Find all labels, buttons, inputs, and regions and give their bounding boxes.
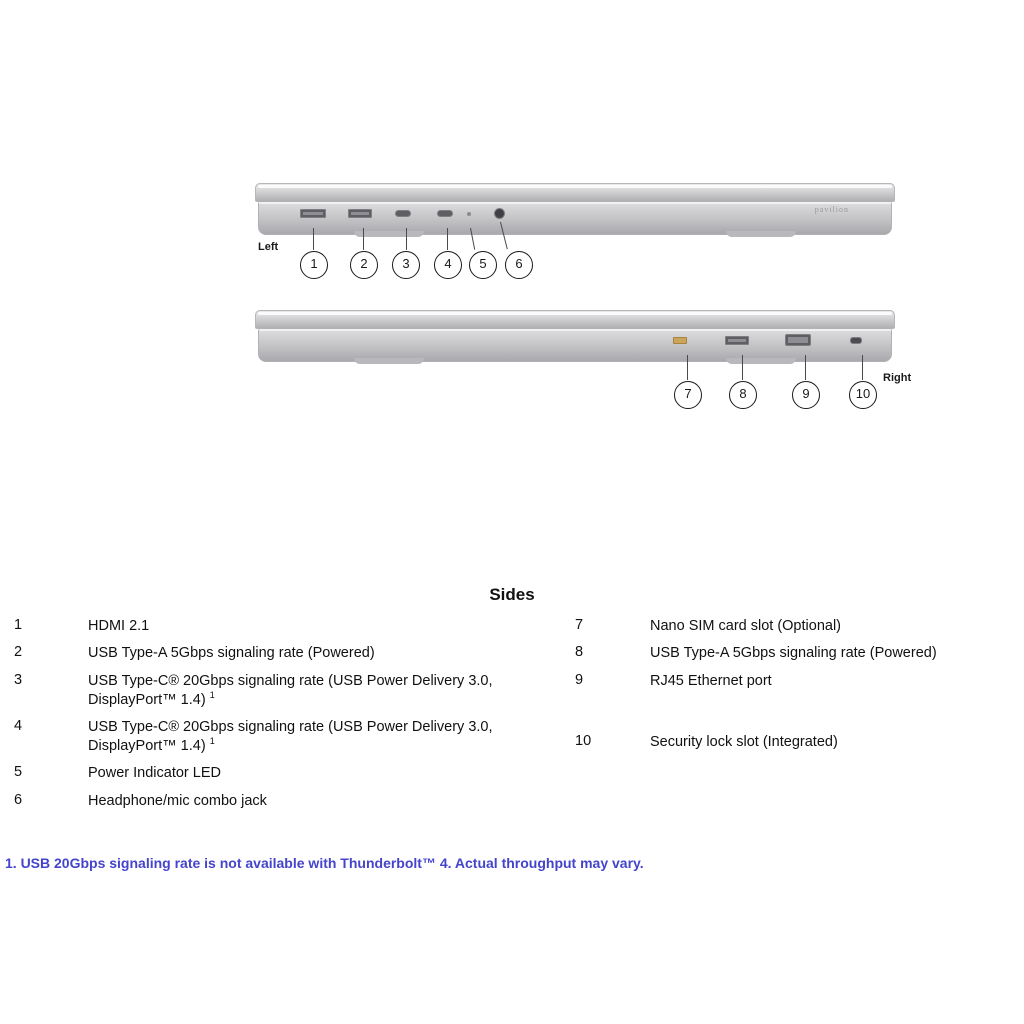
legend-item-10 — [575, 733, 1024, 751]
callout-4: 4 — [434, 251, 462, 279]
legend-label-text: USB Type-A 5Gbps signaling rate (Powered) — [650, 645, 937, 662]
leader-line — [805, 355, 806, 380]
footnote-marker: 1 — [209, 689, 215, 700]
legend-item-9 — [575, 672, 1024, 690]
legend-label — [88, 617, 149, 635]
footnote-marker: 1 — [209, 736, 215, 747]
laptop-side-views-diagram — [0, 0, 1024, 470]
laptop-lid — [255, 183, 895, 202]
laptop-right-side-view — [255, 310, 895, 366]
legend-label-text: USB Type-A 5Gbps signaling rate (Powered) — [88, 645, 375, 662]
legend-label — [88, 792, 267, 810]
callout-8: 8 — [729, 381, 757, 409]
legend-label — [650, 617, 841, 635]
callout-5: 5 — [469, 251, 497, 279]
legend-item-1 — [14, 617, 575, 635]
legend-number: 6 — [14, 791, 23, 808]
callout-2: 2 — [350, 251, 378, 279]
leader-line — [313, 228, 314, 250]
legend-item-2 — [14, 644, 575, 662]
usb-type-c-port-2 — [437, 210, 453, 217]
headphone-mic-combo-jack — [494, 208, 505, 219]
port-inner — [788, 337, 808, 343]
leader-line — [687, 355, 688, 380]
callout-3: 3 — [392, 251, 420, 279]
legend-item-6 — [14, 792, 575, 810]
port-inner — [728, 339, 746, 342]
legend-item-7 — [575, 617, 1024, 635]
legend — [0, 617, 1024, 819]
legend-title: Sides — [489, 585, 535, 604]
legend-item-8 — [575, 644, 1024, 662]
callout-1: 1 — [300, 251, 328, 279]
legend-number: 8 — [575, 644, 584, 661]
legend-number: 10 — [575, 732, 592, 749]
leader-line — [447, 228, 448, 250]
legend-number: 1 — [14, 617, 23, 633]
hdmi-port — [300, 209, 326, 218]
legend-label-text: Power Indicator LED — [88, 765, 221, 782]
legend-label — [650, 733, 838, 751]
laptop-foot — [354, 358, 424, 364]
security-lock-slot — [850, 337, 862, 344]
usb-type-a-port — [348, 209, 372, 218]
legend-label-text: RJ45 Ethernet port — [650, 672, 772, 689]
legend-number: 2 — [14, 644, 23, 661]
legend-number: 5 — [14, 764, 23, 781]
nano-sim-card-slot — [673, 337, 687, 344]
legend-item-3 — [14, 672, 575, 709]
laptop-base — [258, 201, 892, 235]
usb-type-c-port-1 — [395, 210, 411, 217]
callout-9: 9 — [792, 381, 820, 409]
leader-line — [862, 355, 863, 380]
port-inner — [303, 212, 323, 215]
legend-label-text: Headphone/mic combo jack — [88, 792, 267, 809]
laptop-foot — [726, 358, 796, 364]
laptop-foot — [726, 231, 796, 237]
callout-10: 10 — [849, 381, 877, 409]
usb-type-a-port — [725, 336, 749, 345]
legend-number: 7 — [575, 617, 584, 633]
legend-label — [650, 644, 937, 662]
legend-label-text: USB Type-C® 20Gbps signaling rate (USB Power Delivery 3.0, DisplayPort™ 1.4) — [88, 718, 493, 754]
legend-label-text: HDMI 2.1 — [88, 618, 150, 634]
legend-label-text: Security lock slot (Integrated) — [650, 733, 838, 750]
legend-item-5 — [14, 764, 575, 782]
laptop-lid — [255, 310, 895, 329]
port-inner — [351, 212, 369, 215]
callout-7: 7 — [674, 381, 702, 409]
legend-column-right — [575, 617, 1024, 819]
legend-label-text: Nano SIM card slot (Optional) — [650, 618, 841, 634]
legend-label — [650, 672, 772, 690]
brand-logo: pavilion — [814, 205, 849, 214]
legend-label — [88, 672, 558, 709]
legend-label — [88, 764, 221, 782]
legend-column-left — [0, 617, 575, 819]
laptop-foot — [354, 231, 424, 237]
power-indicator-led — [467, 212, 471, 216]
legend-number: 9 — [575, 671, 584, 688]
laptop-left-side-view — [255, 183, 895, 239]
footnote-text: 1. USB 20Gbps signaling rate is not available with Thunderbolt™ 4. Actual throughput may vary. — [5, 855, 644, 871]
legend-label — [88, 644, 375, 662]
legend-item-4 — [14, 718, 575, 755]
right-side-label: Right — [883, 372, 912, 384]
rj45-ethernet-port — [785, 334, 811, 346]
legend-label-text: USB Type-C® 20Gbps signaling rate (USB Power Delivery 3.0, DisplayPort™ 1.4) — [88, 672, 493, 708]
left-side-label: Left — [258, 241, 279, 253]
legend-number: 3 — [14, 671, 23, 688]
legend-number: 4 — [14, 717, 23, 734]
leader-line — [406, 228, 407, 250]
callout-6: 6 — [505, 251, 533, 279]
leader-line — [363, 228, 364, 250]
legend-label — [88, 718, 558, 755]
leader-line — [742, 355, 743, 380]
